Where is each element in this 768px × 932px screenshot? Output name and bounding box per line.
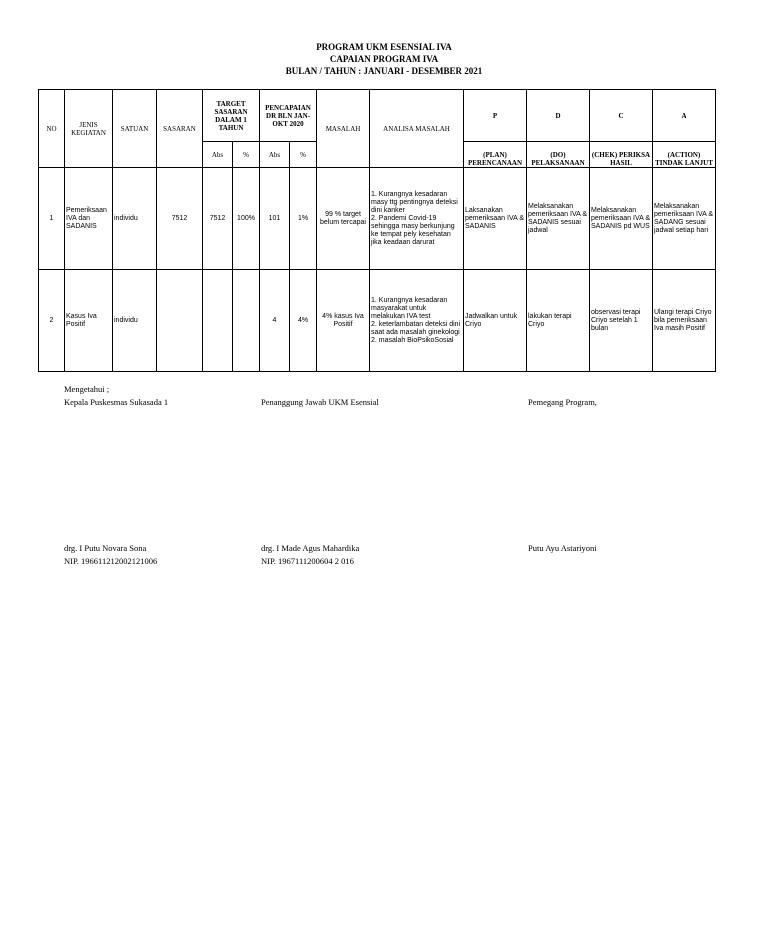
row-no: 1 [39, 168, 65, 270]
row-capai-abs: 4 [260, 270, 290, 372]
header-no: NO [39, 90, 65, 168]
header-check: (CHEK) PERIKSA HASIL [590, 142, 653, 168]
header-capai-pct: % [290, 142, 317, 168]
header-a: A [653, 90, 716, 142]
row-target-pct: 100% [233, 168, 260, 270]
pj-title: Penanggung Jawab UKM Esensial [261, 397, 379, 407]
analisa-item: 1. Kurangnya kesadaran masy ttg pentingnya deteksi dini kanker [371, 190, 458, 214]
row-satuan: individu [113, 270, 157, 372]
pj-name: drg. I Made Agus Mahardika [261, 543, 360, 553]
pj-nip: NIP. 1967111200604 2 016 [261, 556, 354, 566]
header-do: (DO) PELAKSANAAN [527, 142, 590, 168]
row-action: Melaksanakan pemeriksaan IVA & SADANG sesuai jadwal setiap hari [653, 168, 716, 270]
header-pencapaian: PENCAPAIAN DR BLN JAN-OKT 2020 [260, 90, 317, 142]
row-plan: Jadwalkan untuk Criyo [464, 270, 527, 372]
header-c: C [590, 90, 653, 142]
capaian-table [38, 89, 716, 372]
row-capai-pct: 1% [290, 168, 317, 270]
row-target-abs: 7512 [203, 168, 233, 270]
header-jenis-kegiatan: JENIS KEGIATAN [65, 90, 113, 168]
row-sasaran [157, 270, 203, 372]
row-jenis: Pemeriksaan IVA dan SADANIS [65, 168, 113, 270]
row-analisa [370, 270, 464, 372]
row-check: observasi terapi Criyo setelah 1 bulan [590, 270, 653, 372]
doc-title-line1: PROGRAM UKM ESENSIAL IVA [316, 42, 452, 52]
kepala-title: Kepala Puskesmas Sukasada 1 [64, 397, 169, 407]
row-satuan: individu [113, 168, 157, 270]
header-plan: (PLAN) PERENCANAAN [464, 142, 527, 168]
analisa-item: 2. masalah BioPsikoSosial [371, 336, 454, 344]
pemegang-name: Putu Ayu Astariyoni [528, 543, 597, 553]
kepala-nip: NIP. 196611212002121006 [64, 556, 158, 566]
row-do: Melaksanakan pemeriksaan IVA & SADANIS sesuai jadwal [527, 168, 590, 270]
row-no: 2 [39, 270, 65, 372]
row-sasaran: 7512 [157, 168, 203, 270]
row-do: lakukan terapi Criyo [527, 270, 590, 372]
analisa-item: 2. Pandemi Covid-19 sehingga masy berkunjung ke tempat pely kesehatan jika keadaan darurat [371, 214, 455, 246]
analisa-item: 2. keterlambatan deteksi dini saat ada masalah ginekologi [371, 320, 461, 336]
header-masalah: MASALAH [317, 90, 370, 168]
header-capai-abs: Abs [260, 142, 290, 168]
header-sasaran: SASARAN [157, 90, 203, 168]
row-masalah: 99 % target belum tercapai [317, 168, 370, 270]
header-satuan: SATUAN [113, 90, 157, 168]
header-target-abs: Abs [203, 142, 233, 168]
pemegang-title: Pemegang Program, [528, 397, 597, 407]
doc-title-line2: CAPAIAN PROGRAM IVA [329, 54, 439, 64]
kepala-name: drg. I Putu Novara Sona [64, 543, 147, 553]
row-action: Ulangi terapi Criyo bila pemeriksaan Iva masih Positif [653, 270, 716, 372]
header-d: D [527, 90, 590, 142]
row-capai-pct: 4% [290, 270, 317, 372]
header-p: P [464, 90, 527, 142]
header-target-pct: % [233, 142, 260, 168]
row-target-pct [233, 270, 260, 372]
row-capai-abs: 101 [260, 168, 290, 270]
row-plan: Laksanakan pemeriksaan IVA & SADANIS [464, 168, 527, 270]
header-analisa-masalah: ANALISA MASALAH [370, 90, 464, 168]
row-masalah: 4% kasus Iva Positif [317, 270, 370, 372]
header-action: (ACTION) TINDAK LANJUT [653, 142, 716, 168]
row-check: Melaksanakan pemeriksaan IVA & SADANIS pd WUS [590, 168, 653, 270]
doc-title-line3: BULAN / TAHUN : JANUARI - DESEMBER 2021 [285, 66, 483, 76]
analisa-item: 1. Kurangnya kesadaran masyarakat untuk melakukan IVA test [371, 296, 448, 320]
row-target-abs [203, 270, 233, 372]
row-jenis: Kasus Iva Positif [65, 270, 113, 372]
row-analisa [370, 168, 464, 270]
mengetahui-label: Mengetahui ; [64, 384, 110, 394]
table-row [39, 168, 716, 270]
table-row [39, 270, 716, 372]
header-target: TARGET SASARAN DALAM 1 TAHUN [203, 90, 260, 142]
